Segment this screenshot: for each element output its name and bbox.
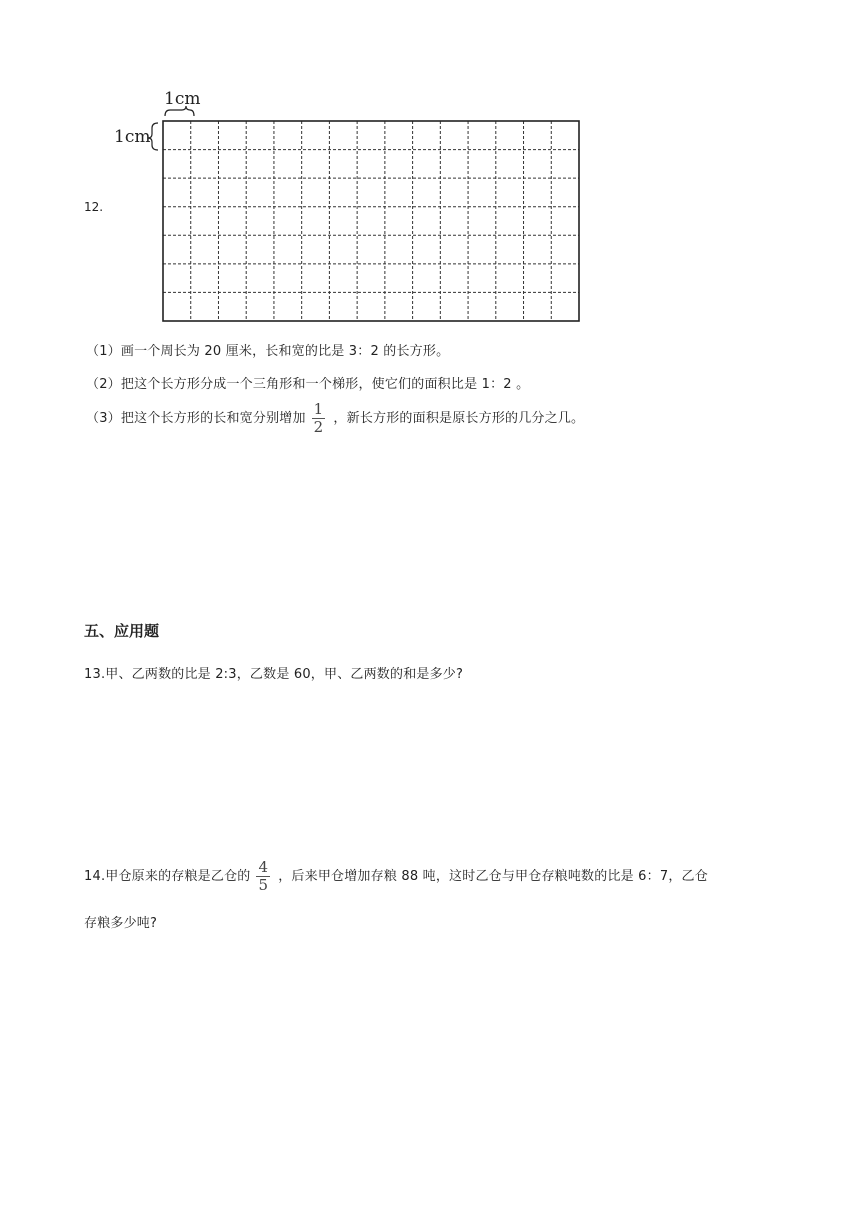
section-title: 五、应用题 <box>84 622 160 640</box>
unit-label-horizontal: 1cm <box>164 89 201 109</box>
fraction-numerator: 4 <box>258 858 269 876</box>
question-14-line-1 <box>84 860 708 893</box>
fraction-numerator: 1 <box>313 400 324 418</box>
fraction-four-fifths <box>256 860 270 893</box>
question-12-number: 12. <box>84 200 104 214</box>
fraction-denominator: 2 <box>313 418 324 436</box>
unit-label-vertical: 1cm <box>114 127 151 147</box>
grid-lines <box>163 121 579 321</box>
grid-border <box>163 121 579 321</box>
question-12-part-3 <box>86 402 584 435</box>
question-14-text-after: ，后来甲仓增加存粮 88 吨，这时乙仓与甲仓存粮吨数的比是 6：7，乙仓 <box>278 869 708 884</box>
fraction-denominator: 5 <box>258 876 269 894</box>
fraction-one-half <box>312 402 326 435</box>
question-12-part-1: （1）画一个周长为 20 厘米，长和宽的比是 3：2 的长方形。 <box>86 344 450 359</box>
grid-paper-figure <box>110 84 590 329</box>
part-3-text-before: （3）把这个长方形的长和宽分别增加 <box>86 411 306 426</box>
question-12-part-2: （2）把这个长方形分成一个三角形和一个梯形，使它们的面积比是 1：2 。 <box>86 377 530 392</box>
question-14-text-before: 14.甲仓原来的存粮是乙仓的 <box>84 869 251 884</box>
question-14-line-2: 存粮多少吨? <box>84 916 158 931</box>
question-13: 13.甲、乙两数的比是 2:3，乙数是 60，甲、乙两数的和是多少? <box>84 667 464 682</box>
part-3-text-after: ，新长方形的面积是原长方形的几分之几。 <box>333 411 585 426</box>
